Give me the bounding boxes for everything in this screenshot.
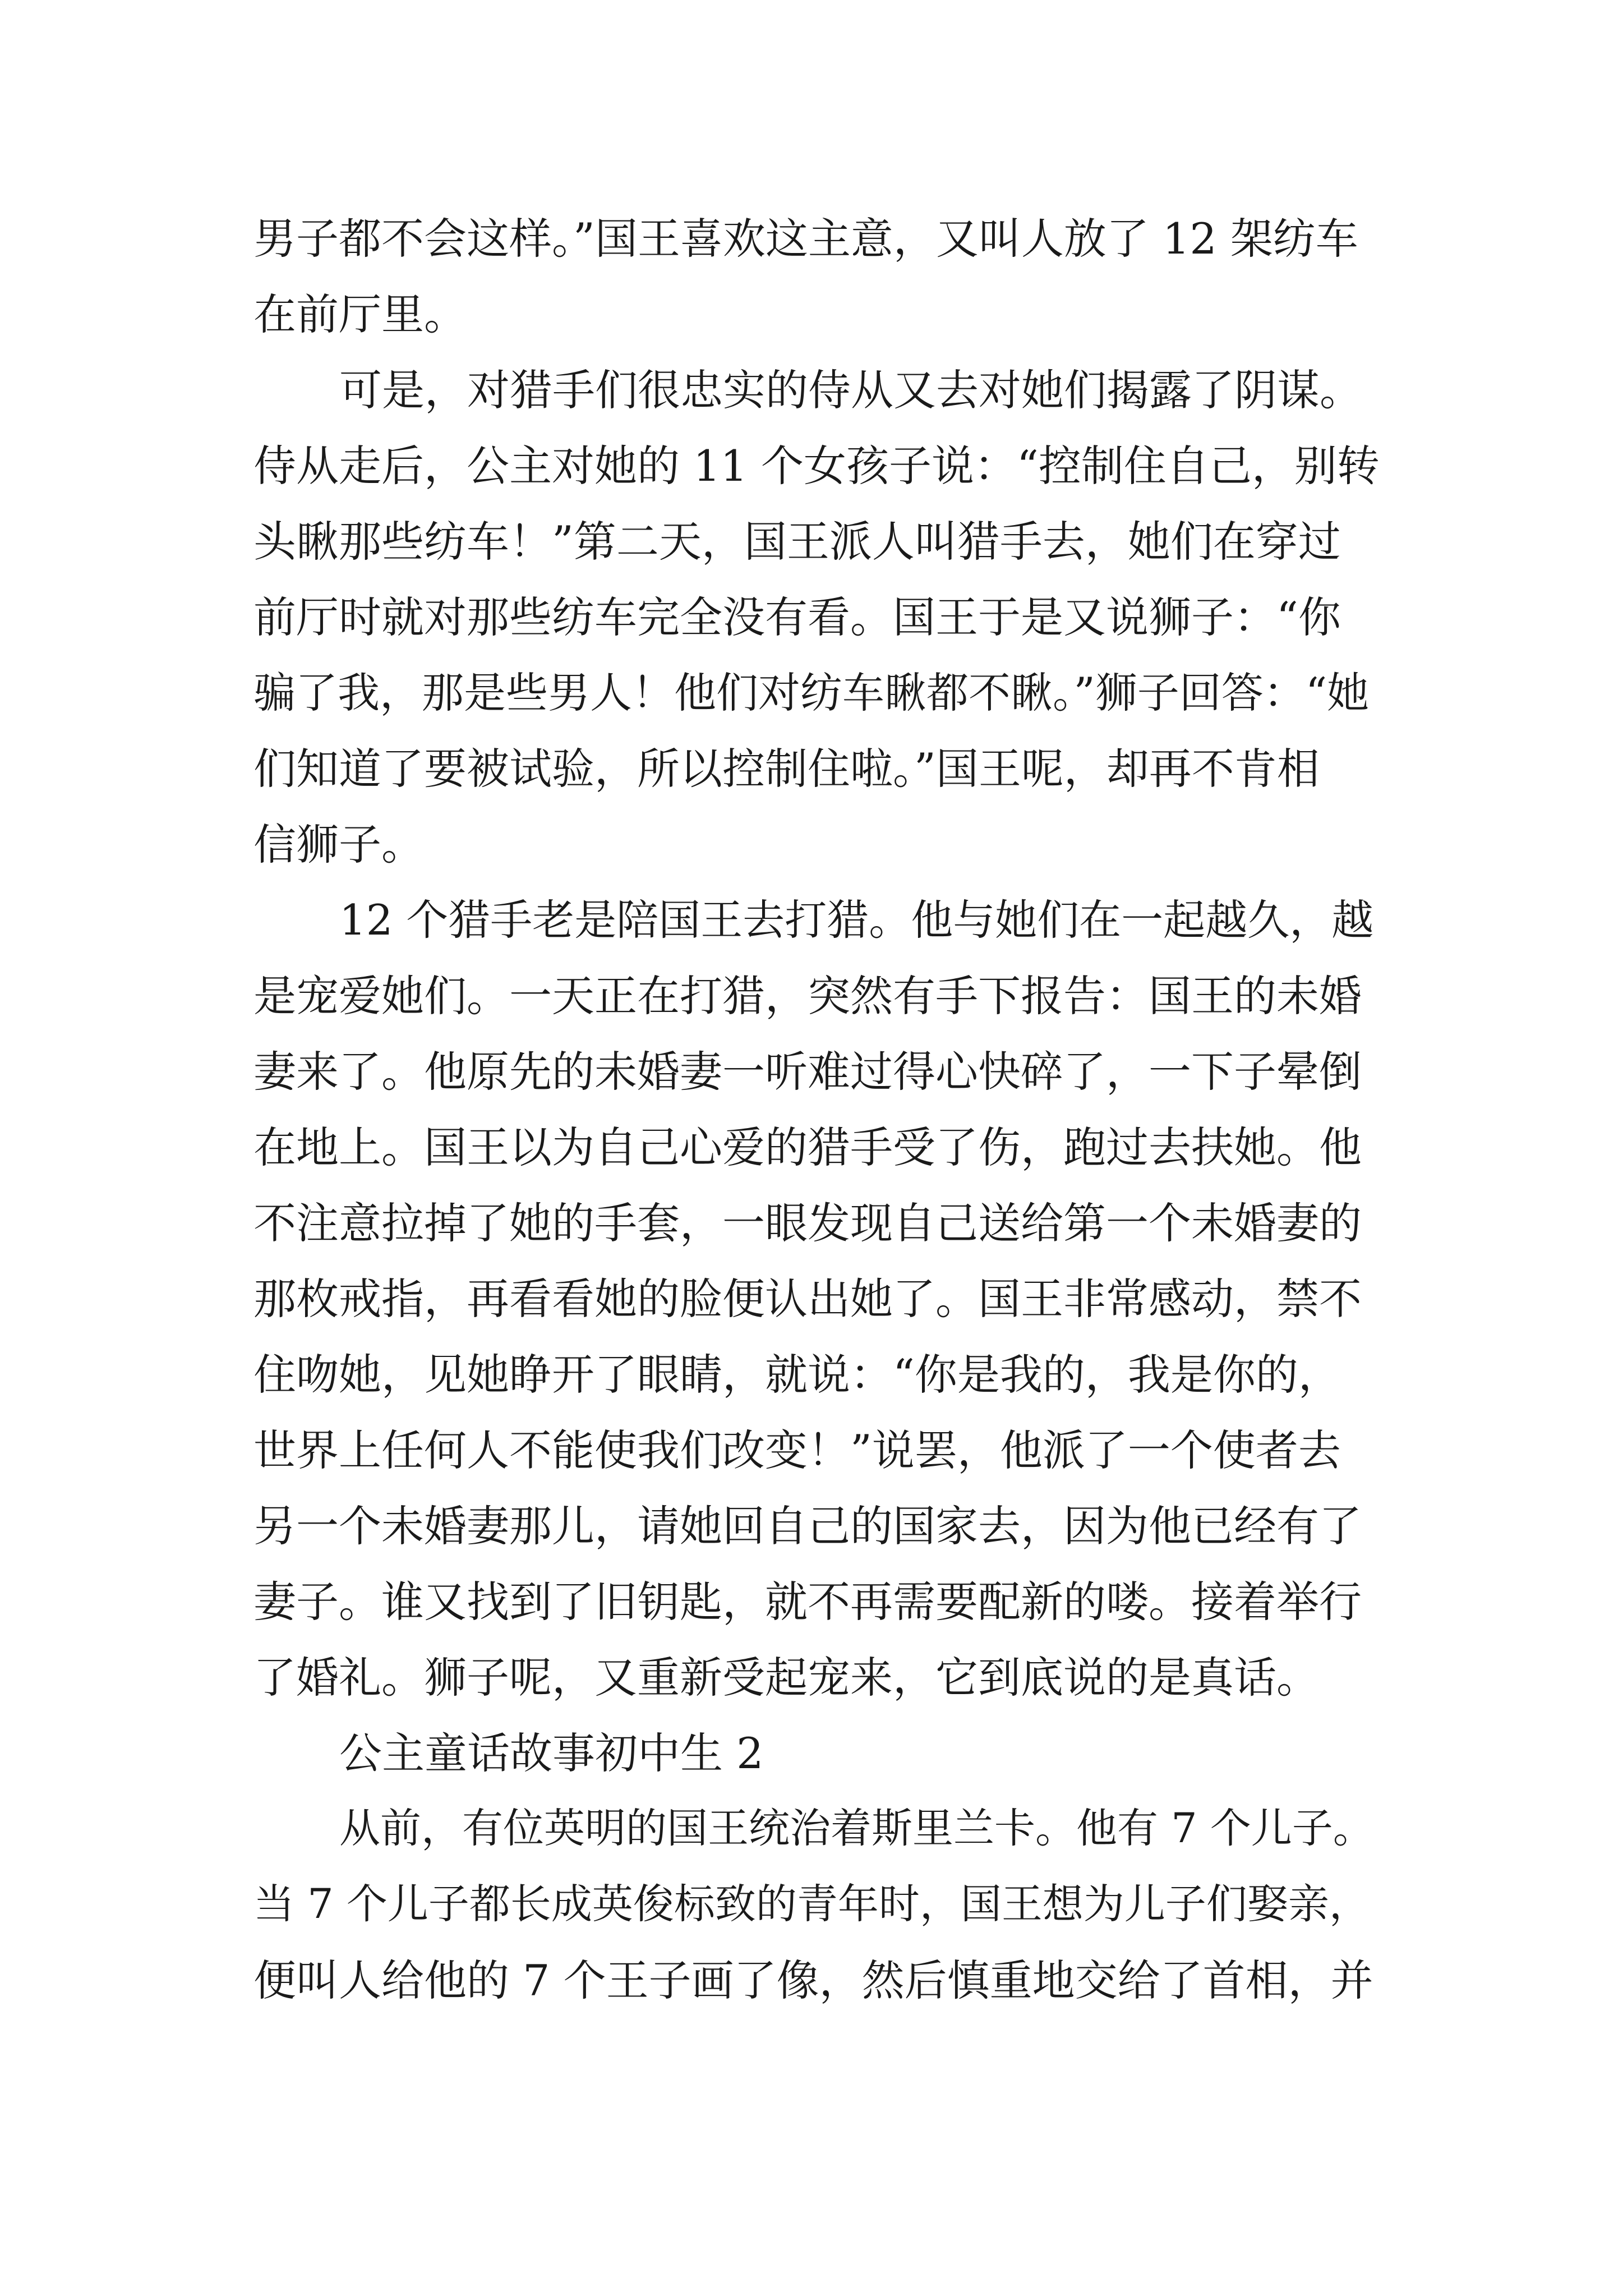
text-line: 另一个未婚妻那儿，请她回自己的国家去，因为他已经有了	[253, 1501, 1362, 1551]
paragraph-start-line: 可是，对猎手们很忠实的侍从又去对她们揭露了阴谋。	[339, 365, 1362, 415]
text-line: 们知道了要被试验，所以控制住啦。”国王呢，却再不肯相	[253, 744, 1320, 794]
text-line: 那枚戒指，再看看她的脸便认出她了。国王非常感动，禁不	[253, 1274, 1362, 1324]
text-line: 不注意拉掉了她的手套，一眼发现自己送给第一个未婚妻的	[253, 1198, 1362, 1248]
text-line: 在地上。国王以为自己心爱的猎手受了伤，跑过去扶她。他	[253, 1122, 1362, 1172]
text-line: 侍从走后，公主对她的 11 个女孩子说：“控制住自己，别转	[253, 441, 1380, 491]
paragraph-start-line: 从前，有位英明的国王统治着斯里兰卡。他有 7 个儿子。	[339, 1805, 1374, 1852]
text-line: 妻来了。他原先的未婚妻一听难过得心快碎了，一下子晕倒	[253, 1047, 1362, 1097]
text-line: 便叫人给他的 7 个王子画了像，然后慎重地交给了首相，并	[253, 1955, 1373, 2005]
text-line: 在前厅里。	[253, 289, 467, 339]
paragraph-start-line: 12 个猎手老是陪国王去打猎。他与她们在一起越久，越	[339, 895, 1374, 945]
text-line: 男子都不会这样。”国王喜欢这主意，又叫人放了 12 架纺车	[253, 214, 1358, 264]
text-line: 当 7 个儿子都长成英俊标致的青年时，国王想为儿子们娶亲，	[253, 1880, 1370, 1928]
text-line: 头瞅那些纺车！”第二天，国王派人叫猎手去，她们在穿过	[253, 517, 1341, 567]
text-line: 信狮子。	[253, 820, 424, 869]
text-line: 住吻她，见她睁开了眼睛，就说：“你是我的，我是你的，	[253, 1350, 1341, 1400]
section-heading: 公主童话故事初中生 2	[339, 1728, 764, 1778]
text-line: 了婚礼。狮子呢，又重新受起宠来，它到底说的是真话。	[253, 1653, 1319, 1703]
text-line: 世界上任何人不能使我们改变！”说罢，他派了一个使者去	[253, 1425, 1341, 1475]
text-line: 妻子。谁又找到了旧钥匙，就不再需要配新的喽。接着举行	[253, 1577, 1362, 1627]
text-line: 前厅时就对那些纺车完全没有看。国王于是又说狮子：“你	[253, 592, 1341, 642]
text-line: 是宠爱她们。一天正在打猎，突然有手下报告：国王的未婚	[253, 971, 1362, 1021]
text-line: 骗了我，那是些男人！他们对纺车瞅都不瞅。”狮子回答：“她	[253, 668, 1370, 717]
